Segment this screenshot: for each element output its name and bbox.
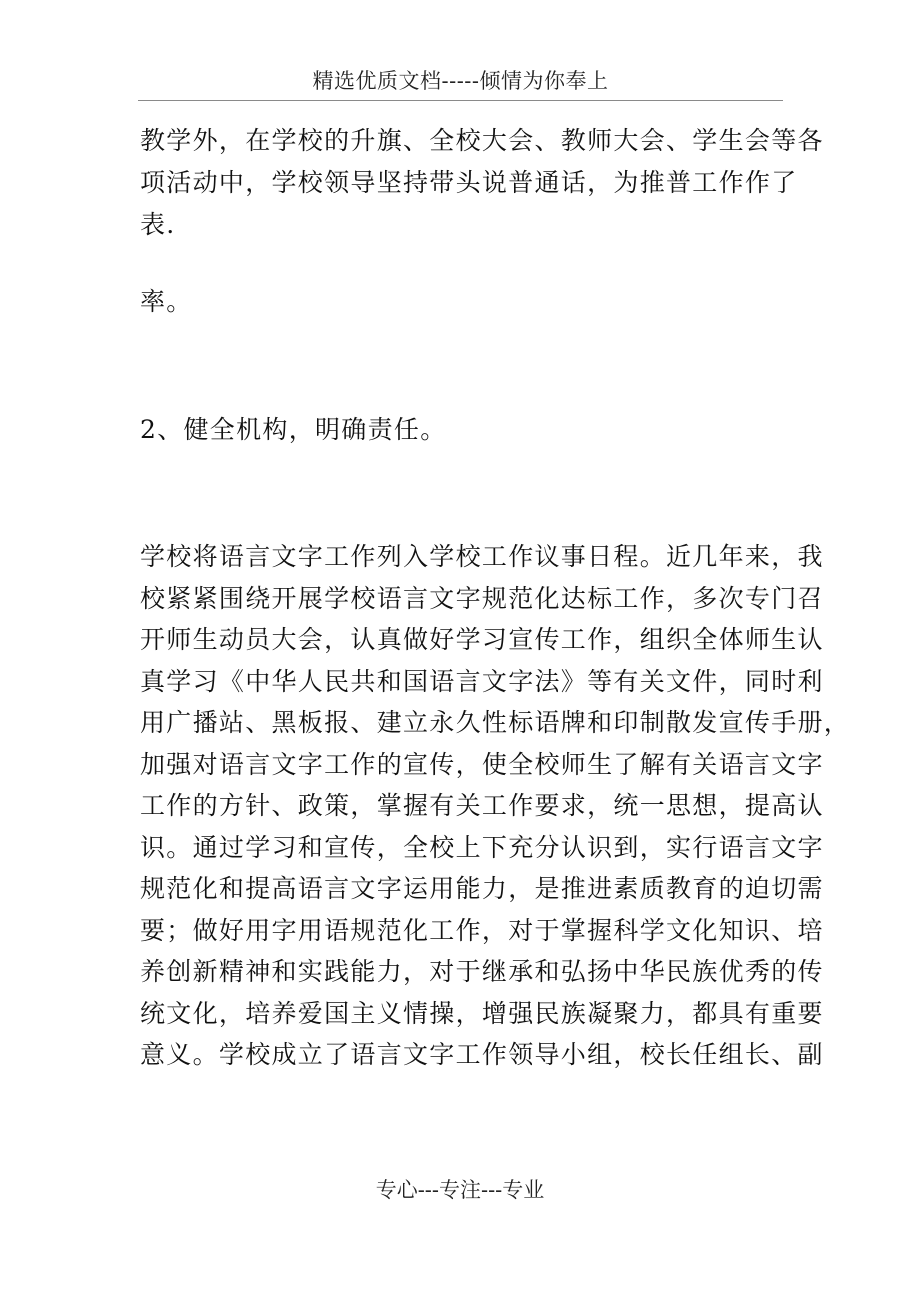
text-line: 统文化，培养爱国主义情操，增强民族凝聚力，都具有重要	[140, 998, 824, 1028]
text-line: 意义。学校成立了语言文字工作领导小组，校长任组长、副	[140, 1040, 824, 1069]
text-line: 识。通过学习和宣传，全校上下充分认识到，实行语言文字	[140, 832, 824, 862]
text-line: 表.	[140, 210, 176, 239]
paragraph-activities	[140, 120, 824, 246]
text-line: 开师生动员大会，认真做好学习宣传工作，组织全体师生认	[140, 625, 824, 654]
paragraph-fragment: 率。	[140, 287, 193, 316]
text-line: 校紧紧围绕开展学校语言文字规范化达标工作，多次专门召	[140, 583, 824, 613]
paragraph-organization	[140, 536, 851, 1076]
text-line: 真学习《中华人民共和国语言文字法》等有关文件，同时利	[140, 666, 824, 696]
text-line: 教学外，在学校的升旗、全校大会、教师大会、学生会等各	[140, 126, 824, 155]
section-heading: 2、健全机构，明确责任。	[140, 415, 447, 444]
text-line: 养创新精神和实践能力，对于继承和弘扬中华民族优秀的传	[140, 957, 824, 986]
text-line: 规范化和提高语言文字运用能力，是推进素质教育的迫切需	[140, 874, 824, 903]
page-header: 精选优质文档-----倾情为你奉上	[138, 62, 783, 101]
text-line: 加强对语言文字工作的宣传，使全校师生了解有关语言文字	[140, 749, 824, 779]
text-line: 项活动中，学校领导坚持带头说普通话，为推普工作作了	[140, 168, 798, 197]
text-line: 工作的方针、政策，掌握有关工作要求，统一思想，提高认	[140, 791, 824, 820]
text-line: 用广播站、黑板报、建立永久性标语牌和印制散发宣传手册，	[140, 708, 851, 737]
page-footer: 专心---专注---专业	[375, 1178, 545, 1202]
text-line: 要；做好用字用语规范化工作，对于掌握科学文化知识、培	[140, 915, 824, 945]
text-line: 学校将语言文字工作列入学校工作议事日程。近几年来，我	[140, 542, 824, 571]
